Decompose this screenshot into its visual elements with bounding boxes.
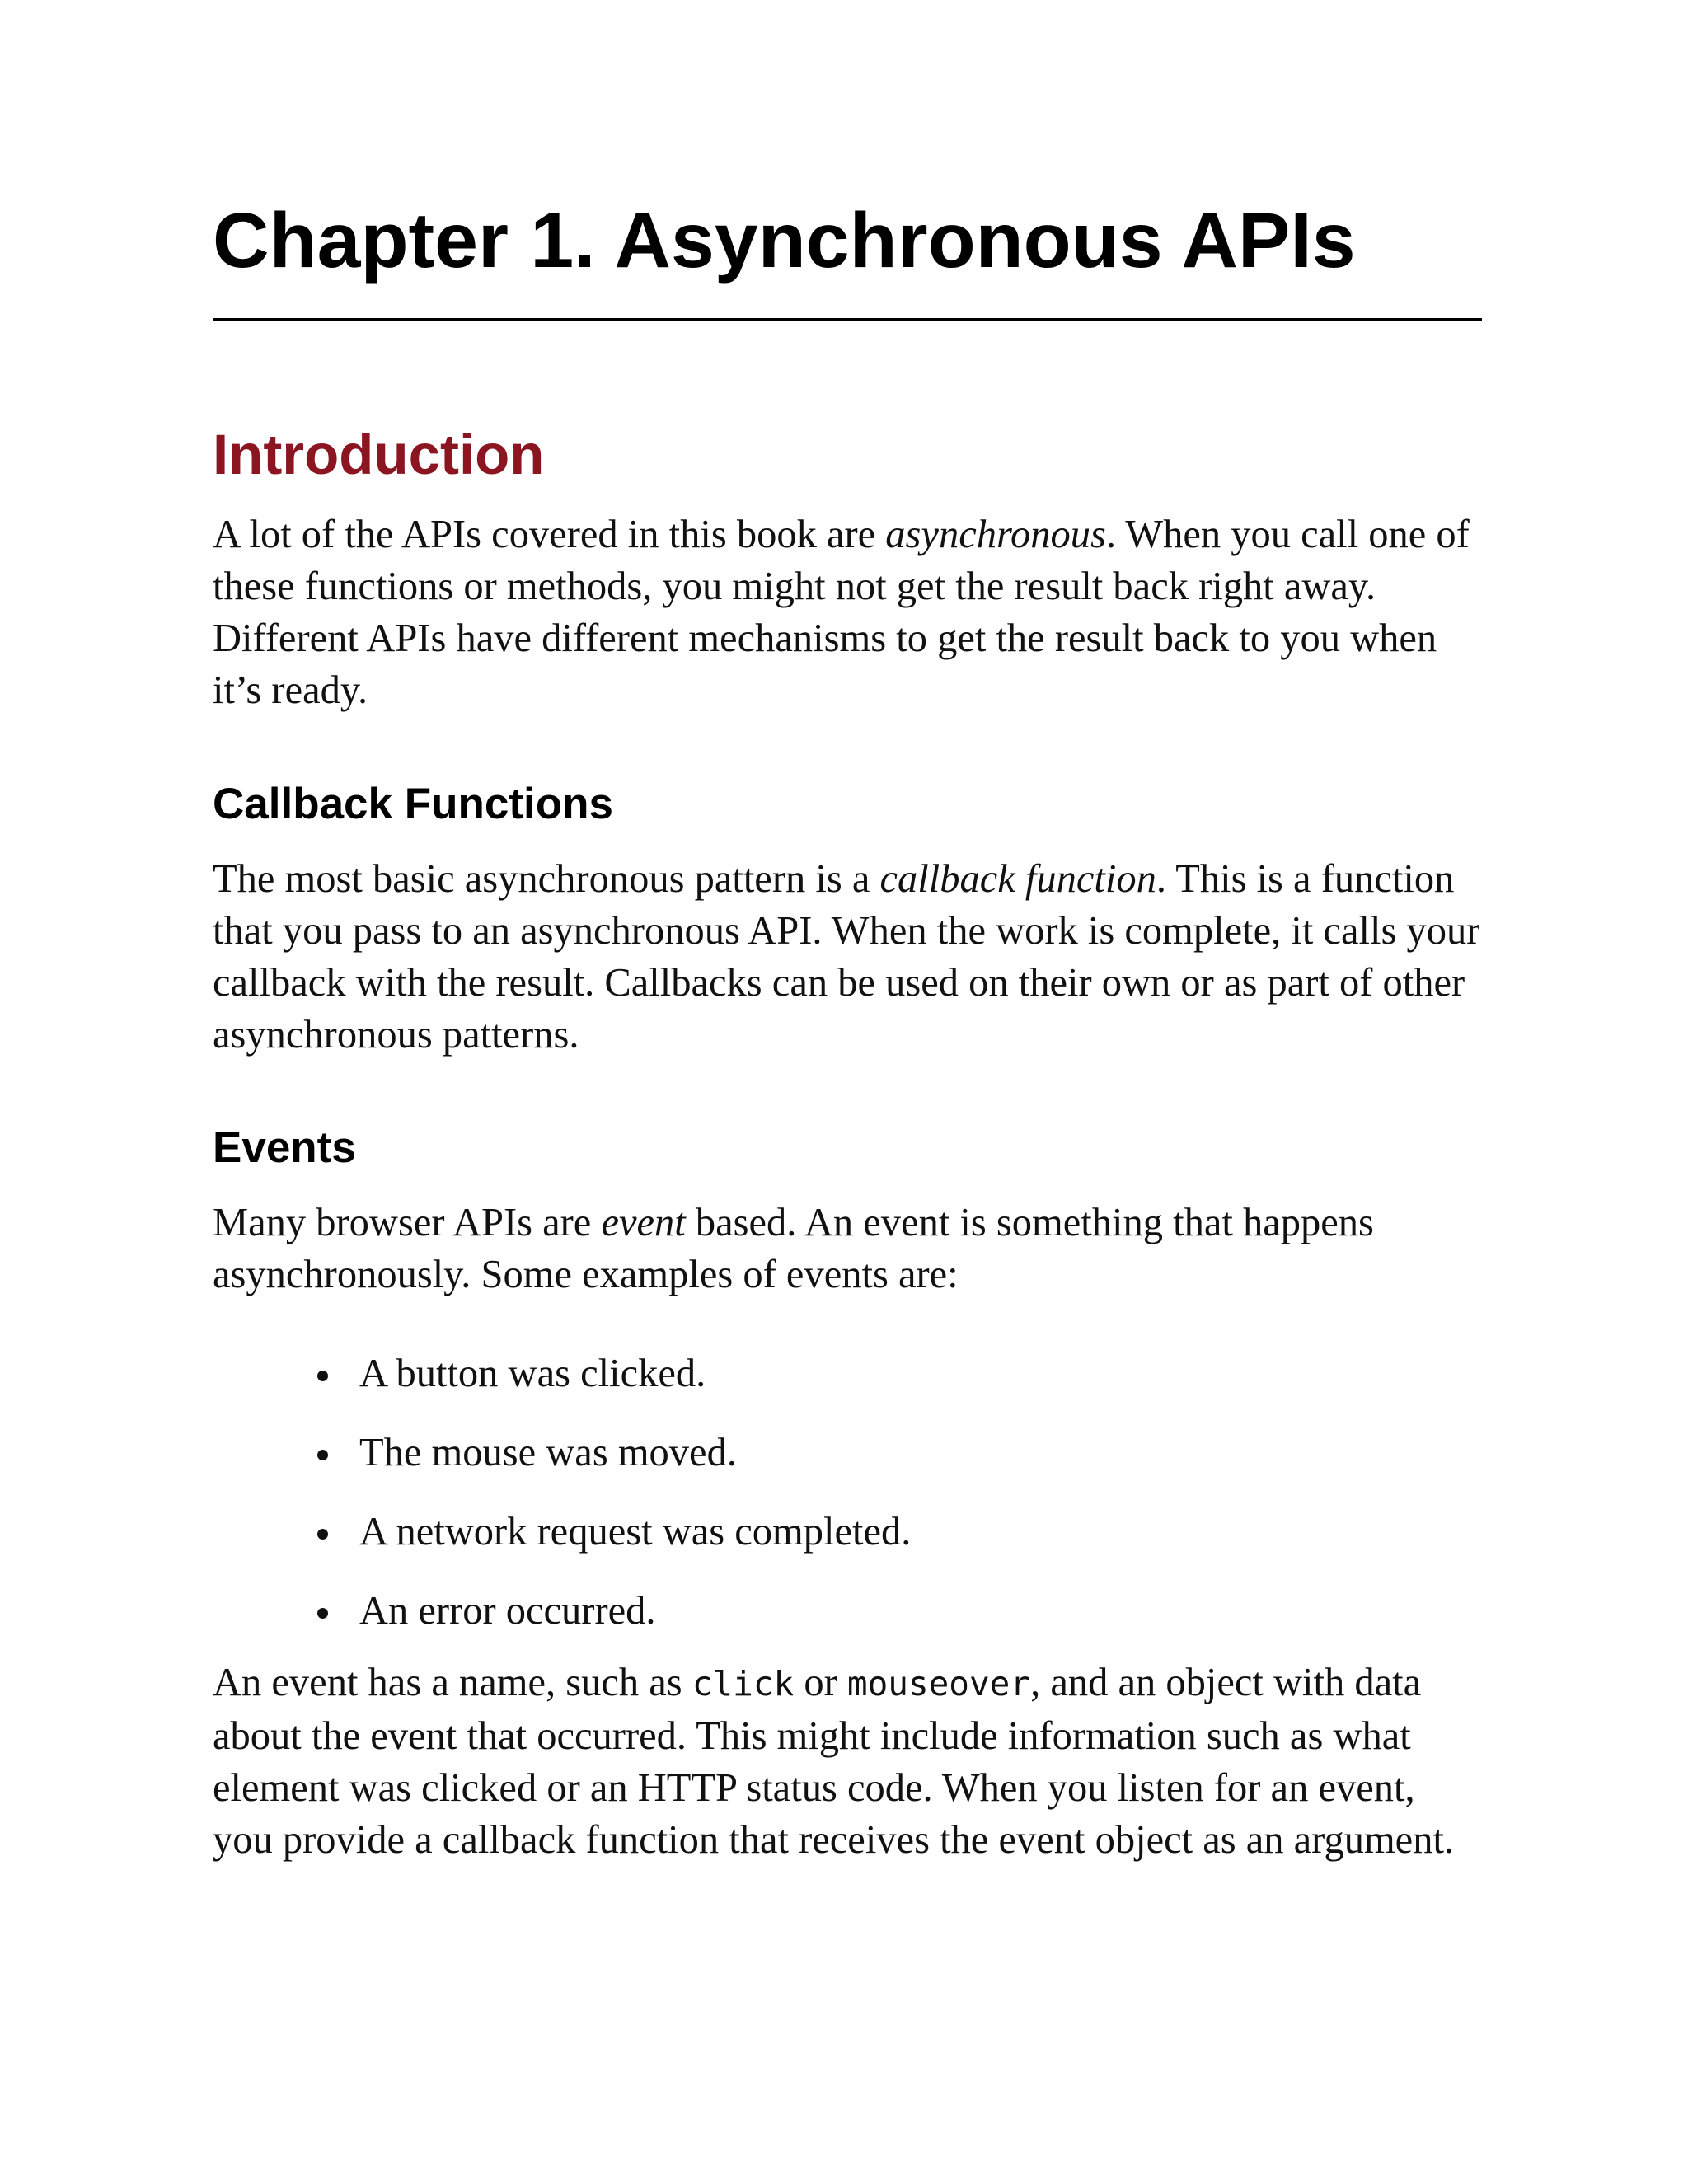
introduction-paragraph: A lot of the APIs covered in this book are asynchronous. When you call one of these functions or methods, you might not get the result back right away. Different APIs have different mechanisms to get the result back to you when it’s ready. <box>213 513 1470 712</box>
event-examples-list <box>213 1347 911 1664</box>
list-item: A button was clicked. <box>213 1347 911 1399</box>
introduction-heading: Introduction <box>213 423 545 486</box>
callback-functions-heading: Callback Functions <box>213 780 613 828</box>
emphasis-event: event <box>601 1201 686 1244</box>
inline-code-click: click <box>692 1664 795 1704</box>
events-heading: Events <box>213 1123 356 1172</box>
callback-functions-paragraph: The most basic asynchronous pattern is a callback function. This is a function that you pass to an asynchronous API. When the work is complete, it calls your callback with the result. Callbacks can be used on their own or as part of other asynchronous patterns. <box>213 857 1480 1057</box>
inline-code-mouseover: mouseover <box>846 1664 1031 1704</box>
events-paragraph: Many browser APIs are event based. An event is something that happens asynchronously. Some examples of events are: <box>213 1201 1374 1296</box>
emphasis-asynchronous: asynchronous <box>885 513 1106 556</box>
list-item: A network request was completed. <box>213 1506 911 1558</box>
event-details-paragraph: An event has a name, such as click or mouseover, and an object with data about the event that occurred. This might include information such as what element was clicked or an HTTP status code. When you listen for an event, you provide a callback function that receives the event object as an argument. <box>213 1661 1455 1862</box>
chapter-title: Chapter 1. Asynchronous APIs <box>213 197 1356 284</box>
bullet-icon <box>317 1608 328 1619</box>
emphasis-callback-function: callback function <box>879 857 1156 901</box>
bullet-icon <box>317 1371 328 1381</box>
bullet-icon <box>317 1450 328 1460</box>
list-item: An error occurred. <box>213 1585 911 1637</box>
title-divider <box>213 318 1482 321</box>
bullet-icon <box>317 1529 328 1540</box>
list-item: The mouse was moved. <box>213 1427 911 1479</box>
